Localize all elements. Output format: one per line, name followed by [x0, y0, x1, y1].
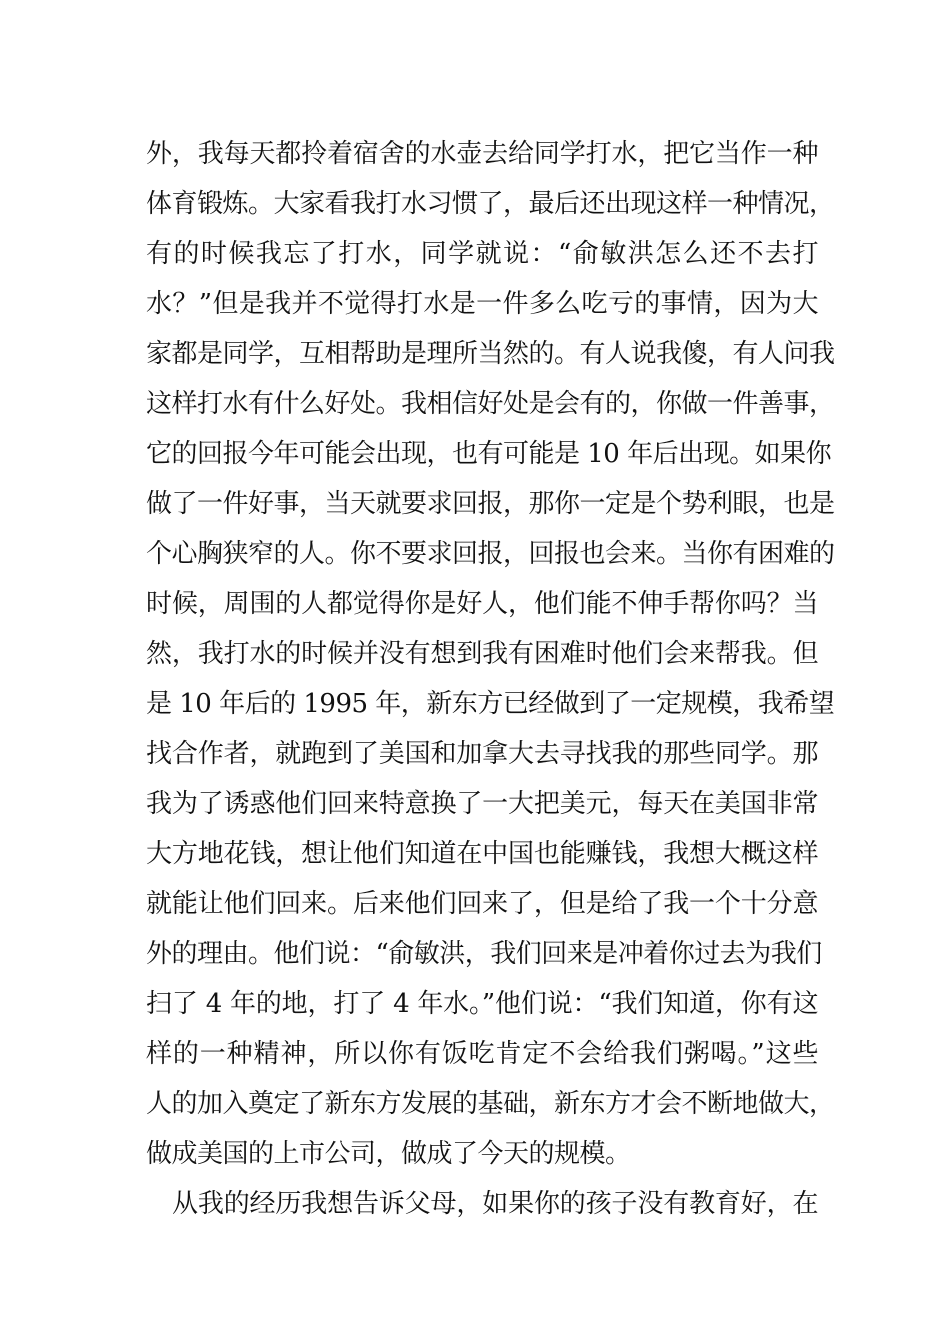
text-line: 扫了 4 年的地，打了 4 年水。”他们说：“我们知道，你有这	[146, 989, 818, 1019]
text-line: 它的回报今年可能会出现，也有可能是 10 年后出现。如果你	[146, 439, 832, 469]
text-line: 个心胸狭窄的人。你不要求回报，回报也会来。当你有困难的	[146, 539, 835, 569]
text-line: 然，我打水的时候并没有想到我有困难时他们会来帮我。但	[146, 639, 818, 669]
text-line: 这样打水有什么好处。我相信好处是会有的，你做一件善事，	[146, 389, 835, 419]
text-line: 有的时候我忘了打水，同学就说：“俞敏洪怎么还不去打	[146, 239, 818, 269]
paragraph-2	[146, 1179, 818, 1229]
text-line: 体育锻炼。大家看我打水习惯了，最后还出现这样一种情况，	[146, 189, 835, 219]
text-line: 是 10 年后的 1995 年，新东方已经做到了一定规模，我希望	[146, 689, 835, 719]
text-line: 外的理由。他们说：“俞敏洪，我们回来是冲着你过去为我们	[146, 939, 822, 969]
paragraph-1	[146, 129, 835, 1179]
text-line: 样的一种精神，所以你有饭吃肯定不会给我们粥喝。”这些	[146, 1039, 818, 1069]
text-line: 就能让他们回来。后来他们回来了，但是给了我一个十分意	[146, 889, 818, 919]
text-line: 时候，周围的人都觉得你是好人，他们能不伸手帮你吗？当	[146, 589, 818, 619]
text-line: 外，我每天都拎着宿舍的水壶去给同学打水，把它当作一种	[146, 139, 818, 169]
text-line: 从我的经历我想告诉父母，如果你的孩子没有教育好，在	[172, 1189, 818, 1219]
text-line: 水？”但是我并不觉得打水是一件多么吃亏的事情，因为大	[146, 289, 818, 319]
text-line: 人的加入奠定了新东方发展的基础，新东方才会不断地做大，	[146, 1089, 835, 1119]
text-line: 大方地花钱，想让他们知道在中国也能赚钱，我想大概这样	[146, 839, 818, 869]
text-line: 做了一件好事，当天就要求回报，那你一定是个势利眼，也是	[146, 489, 835, 519]
text-line: 家都是同学，互相帮助是理所当然的。有人说我傻，有人问我	[146, 339, 835, 369]
text-line: 找合作者，就跑到了美国和加拿大去寻找我的那些同学。那	[146, 739, 818, 769]
body-text	[146, 129, 835, 1229]
text-line: 我为了诱惑他们回来特意换了一大把美元，每天在美国非常	[146, 789, 818, 819]
text-line: 做成美国的上市公司，做成了今天的规模。	[146, 1139, 631, 1169]
